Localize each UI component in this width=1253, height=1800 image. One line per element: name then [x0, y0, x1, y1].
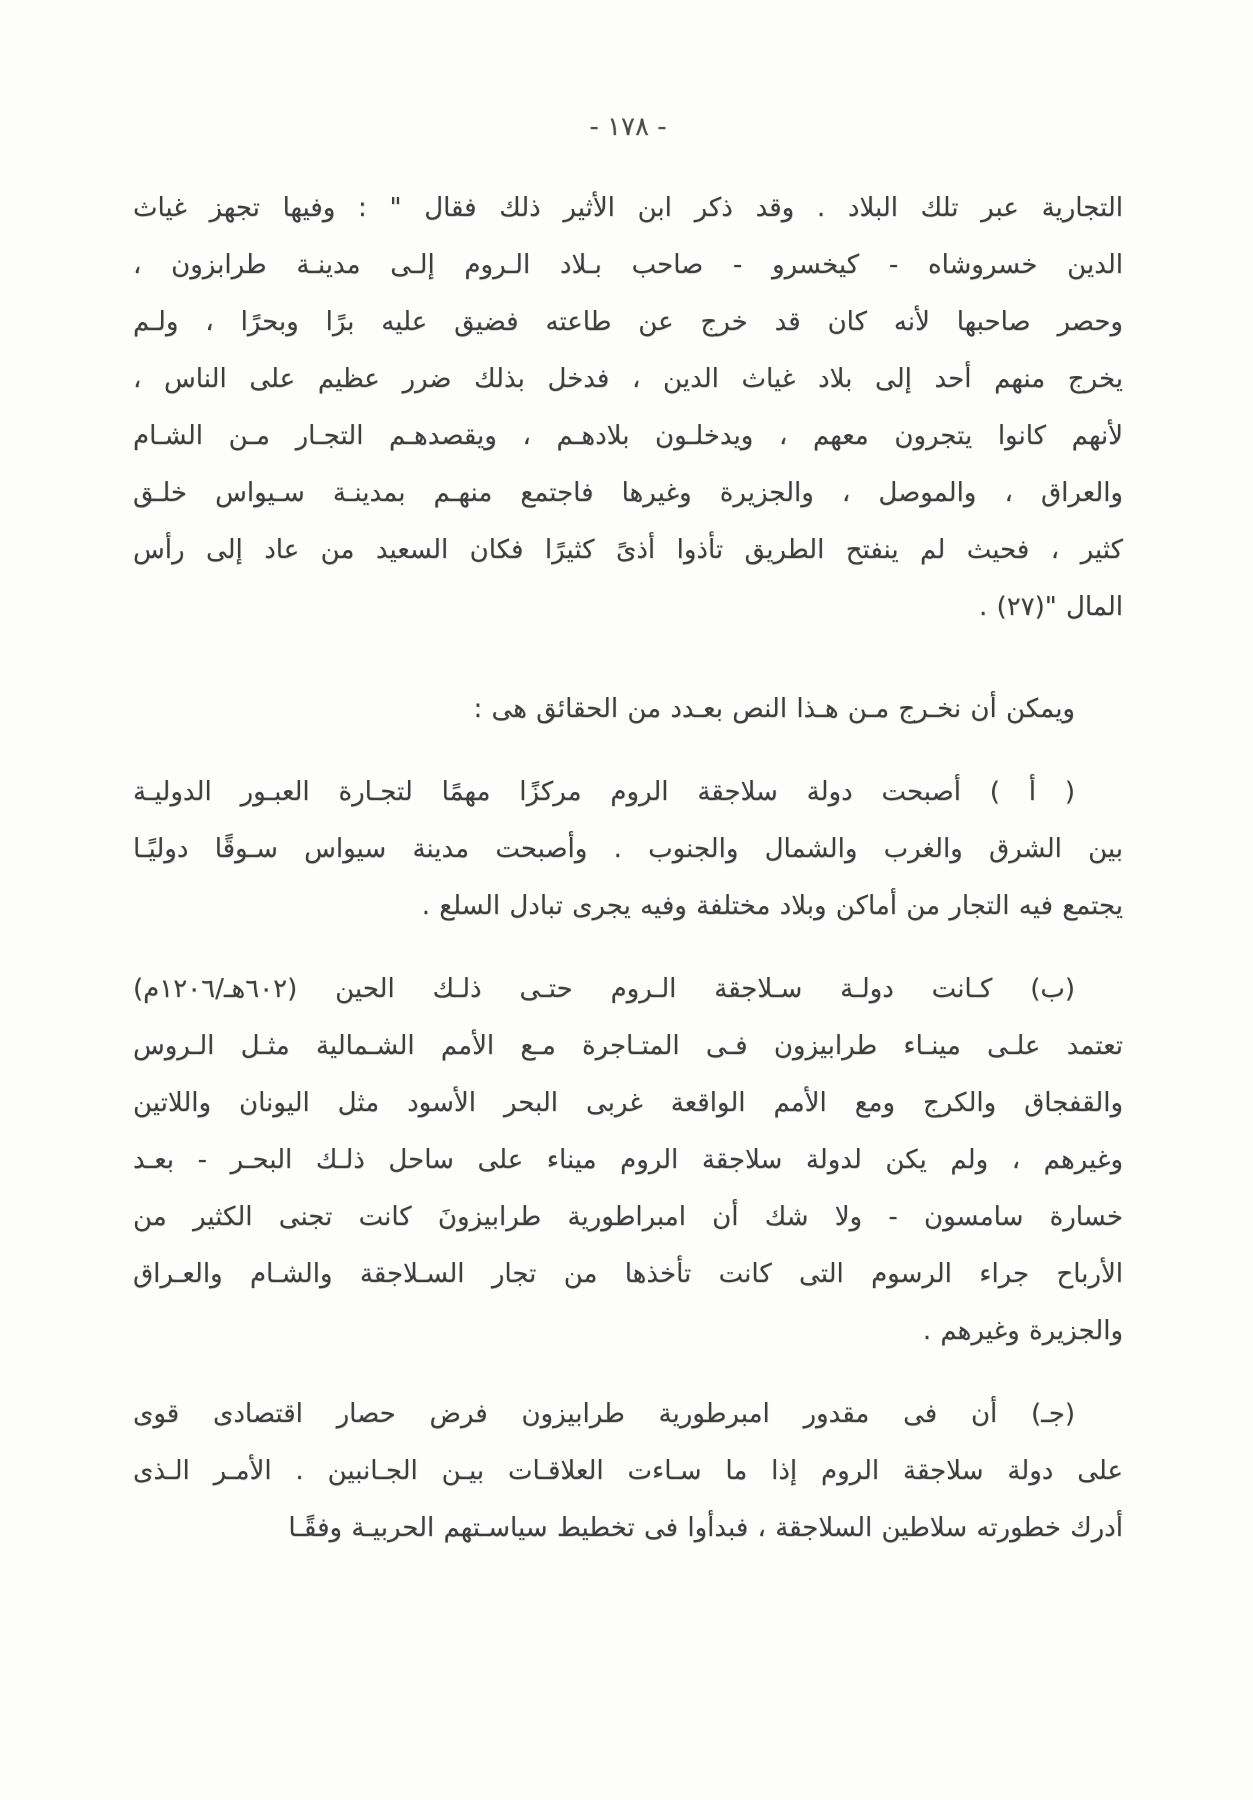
text-line: والعراق ، والموصل ، والجزيرة وغيرها فاجتمع منهـم بمدينـة سـيواس خلـق: [133, 478, 1123, 508]
text-block: [133, 180, 1123, 1583]
text-line: بين الشرق والغرب والشمال والجنوب . وأصبحت مدينة سيواس سـوقًا دوليًـا: [133, 834, 1123, 864]
paragraph-intro-facts: [133, 681, 1123, 738]
page-number: - ١٧٨ -: [589, 112, 667, 142]
text-line: ويمكن أن نخـرج مـن هـذا النص بعـدد من الحقائق هى :: [473, 694, 1075, 724]
text-line: كثير ، فحيث لم ينفتح الطريق تأذوا أذىً كثيرًا فكان السعيد من عاد إلى رأس: [133, 535, 1123, 565]
text-line: وغيرهم ، ولم يكن لدولة سلاجقة الروم ميناء على ساحل ذلـك البحـر - بعـد: [133, 1145, 1123, 1175]
text-line: الأرباح جراء الرسوم التى كانت تأخذها من تجار السـلاجقة والشـام والعـراق: [133, 1259, 1123, 1289]
paragraph-fact-c: [133, 1386, 1123, 1557]
text-line: خسارة سامسون - ولا شك أن امبراطورية طرابيزونَ كانت تجنى الكثير من: [133, 1202, 1123, 1232]
text-line: وحصر صاحبها لأنه كان قد خرج عن طاعته فضيق عليه برًا وبحرًا ، ولـم: [133, 307, 1123, 337]
text-line: يخرج منهم أحد إلى بلاد غياث الدين ، فدخل بذلك ضرر عظيم على الناس ،: [133, 364, 1123, 394]
text-line: ( أ ) أصبحت دولة سلاجقة الروم مركزًا مهمًا لتجـارة العبـور الدوليـة: [133, 777, 1075, 807]
text-line: التجارية عبر تلك البلاد . وقد ذكر ابن الأثير ذلك فقال " : وفيها تجهز غياث: [133, 193, 1123, 223]
text-line: الدين خسروشاه - كيخسرو - صاحب بـلاد الـروم إلـى مدينـة طرابزون ،: [133, 250, 1123, 280]
text-line: (ب) كـانت دولـة سـلاجقة الـروم حتـى ذلـك الحين (٦٠٢هـ/١٢٠٦م): [133, 974, 1075, 1004]
text-line: على دولة سلاجقة الروم إذا ما سـاءت العلاقـات بيـن الجـانبين . الأمـر الـذى: [133, 1456, 1123, 1486]
text-line: يجتمع فيه التجار من أماكن وبلاد مختلفة وفيه يجرى تبادل السلع .: [421, 891, 1123, 921]
text-line: والجزيرة وغيرهم .: [922, 1316, 1123, 1346]
text-line: لأنهم كانوا يتجرون معهم ، ويدخلـون بلادهـم ، ويقصدهـم التجـار مـن الشـام: [133, 421, 1123, 451]
text-line: تعتمد علـى مينـاء طرابيزون فـى المتـاجرة مـع الأمم الشـمالية مثـل الـروس: [133, 1031, 1123, 1061]
text-line: المال "(٢٧) .: [979, 592, 1123, 622]
text-line: (جـ) أن فى مقدور امبرطورية طرابيزون فرض حصار اقتصادى قوى: [133, 1399, 1075, 1429]
text-line: أدرك خطورته سلاطين السلاجقة ، فبدأوا فى تخطيط سياسـتهم الحربيـة وفقًـا: [288, 1513, 1123, 1543]
text-line: والقفجاق والكرج ومع الأمم الواقعة غربى البحر الأسود مثل اليونان واللاتين: [133, 1088, 1123, 1118]
paragraph-fact-a: [133, 764, 1123, 935]
paragraph-quote-ibn-al-athir: [133, 180, 1123, 636]
paragraph-fact-b: [133, 961, 1123, 1360]
